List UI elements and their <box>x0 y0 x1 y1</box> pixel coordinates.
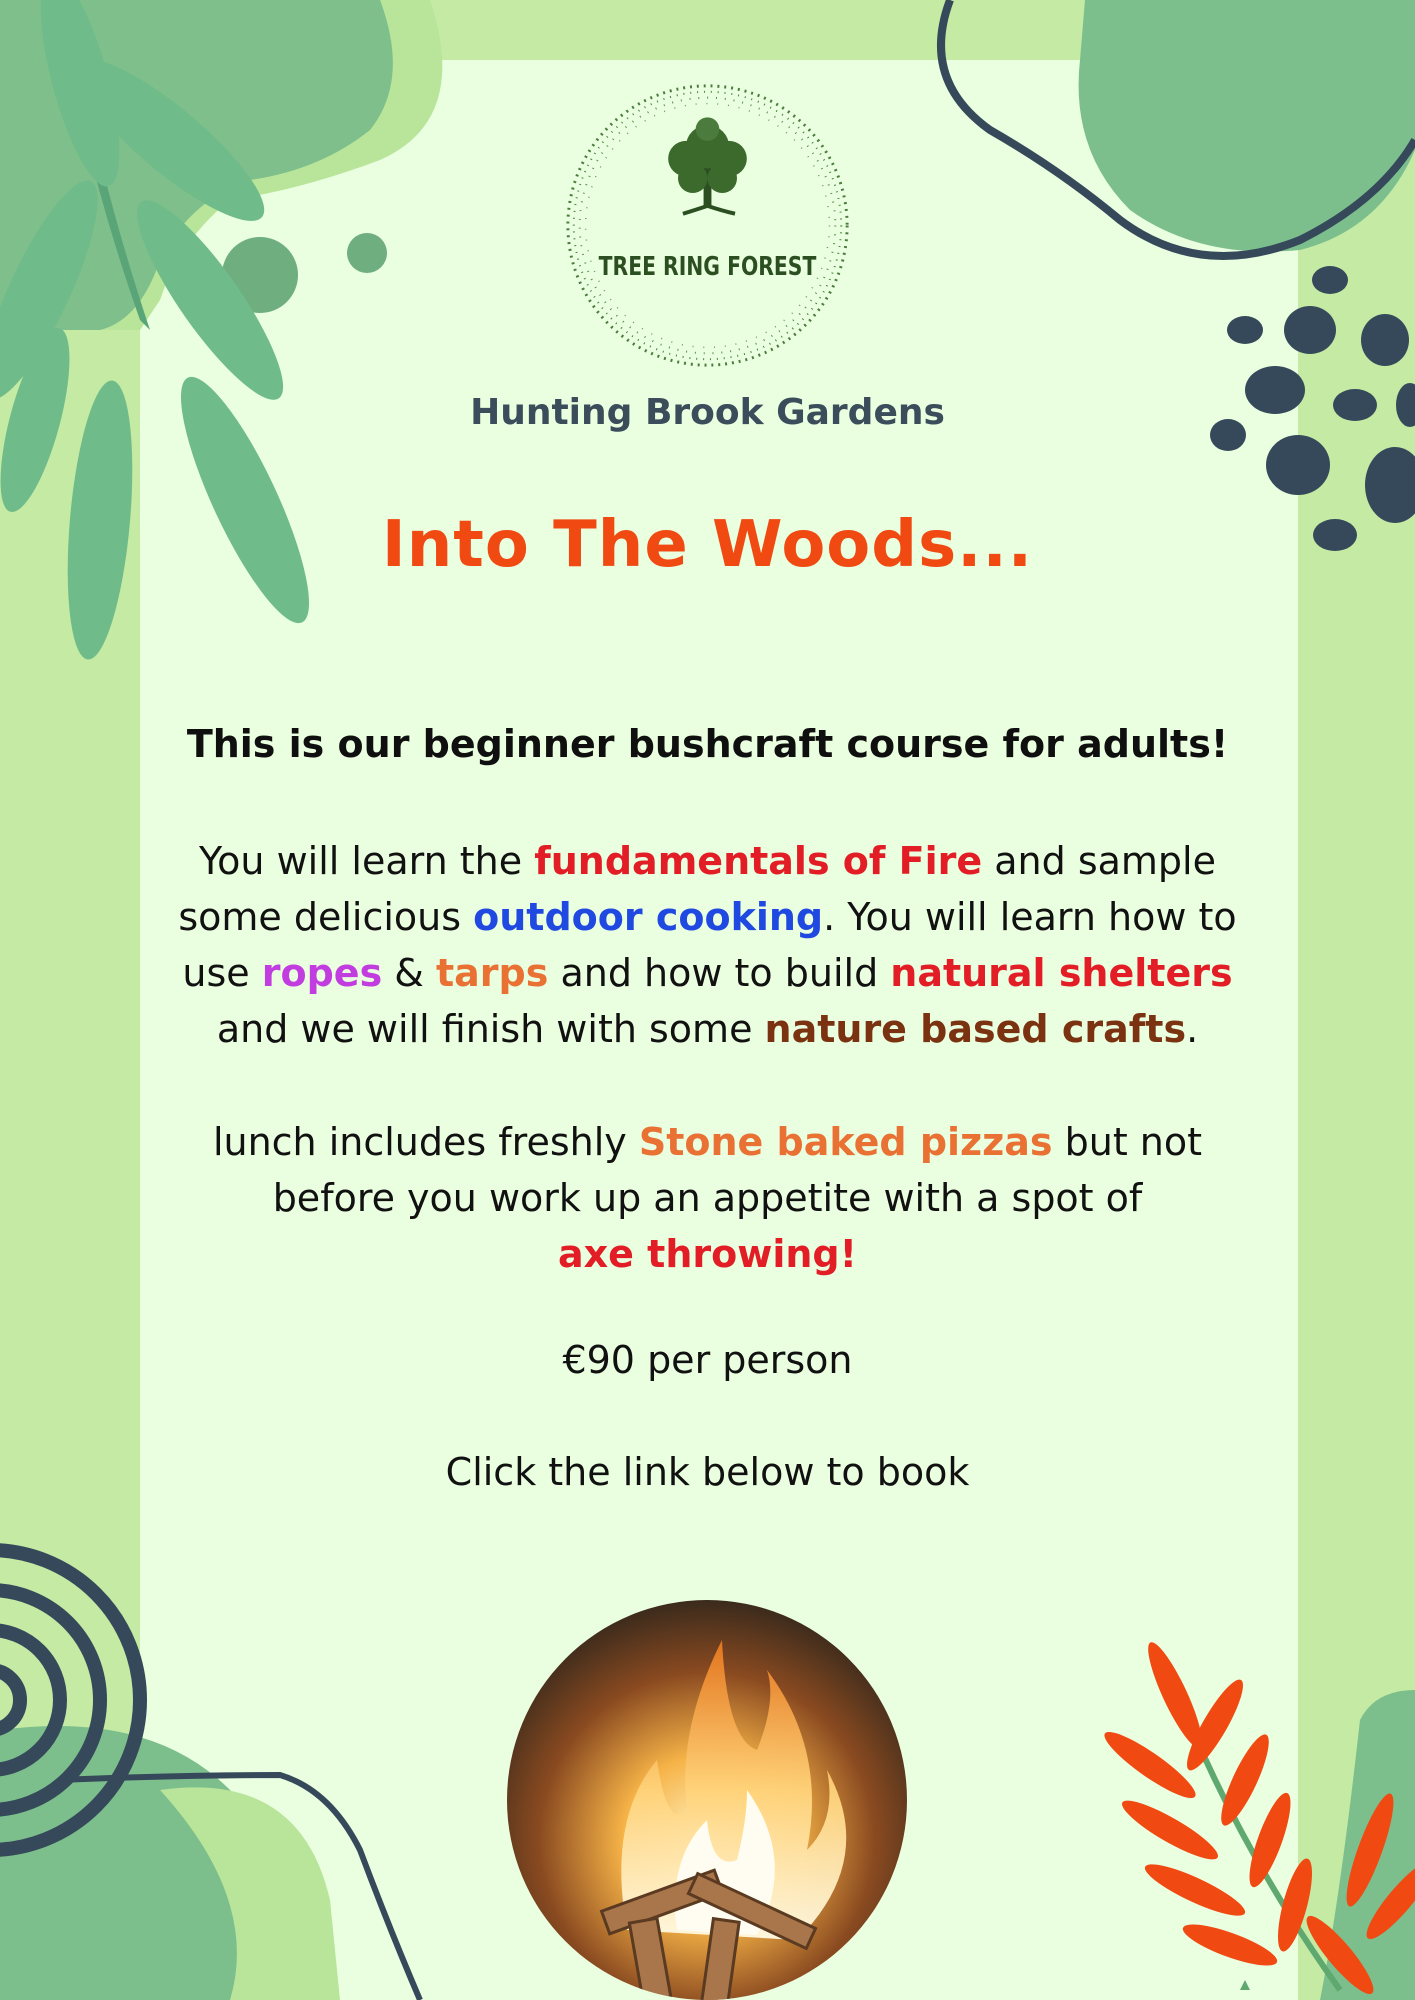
text-span: use <box>182 951 262 995</box>
ropes-highlight: ropes <box>261 951 383 995</box>
text-span: You will learn the <box>199 839 535 883</box>
page-title: Into The Woods... <box>381 508 1034 582</box>
course-description <box>140 833 1275 1057</box>
logo-text: TREE RING FOREST <box>598 250 817 282</box>
axe-throwing-highlight: axe throwing! <box>558 1232 857 1276</box>
bottom-left-rings <box>0 1550 140 1850</box>
text-span: and sample <box>982 839 1216 883</box>
text-span: . <box>1186 1007 1199 1051</box>
booking-call-to-action: Click the link below to book <box>445 1450 970 1494</box>
shelters-highlight: natural shelters <box>890 951 1233 995</box>
campfire-photo <box>507 1600 907 2000</box>
fire-highlight: fundamentals of Fire <box>534 839 983 883</box>
text-span: but not <box>1052 1120 1203 1164</box>
crafts-highlight: nature based crafts <box>764 1007 1187 1051</box>
price: €90 per person <box>562 1338 853 1382</box>
tarps-highlight: tarps <box>436 951 549 995</box>
text-span: lunch includes freshly <box>212 1120 639 1164</box>
text-span: and how to build <box>548 951 891 995</box>
text-span: . You will learn how to <box>823 895 1237 939</box>
text-span: and we will finish with some <box>216 1007 765 1051</box>
intro-heading: This is our beginner bushcraft course for adults! <box>186 722 1229 766</box>
lunch-description <box>140 1114 1275 1282</box>
campfire-image <box>507 1600 907 2000</box>
tree-icon <box>668 117 747 213</box>
cooking-highlight: outdoor cooking <box>473 895 824 939</box>
text-span: & <box>382 951 436 995</box>
bottom-right-blob <box>1320 1690 1415 2000</box>
organization-name: Hunting Brook Gardens <box>470 392 945 433</box>
text-span: some delicious <box>178 895 474 939</box>
tree-ring-forest-logo <box>560 78 855 373</box>
pizza-highlight: Stone baked pizzas <box>638 1120 1053 1164</box>
text-span: before you work up an appetite with a spot of <box>272 1176 1143 1220</box>
